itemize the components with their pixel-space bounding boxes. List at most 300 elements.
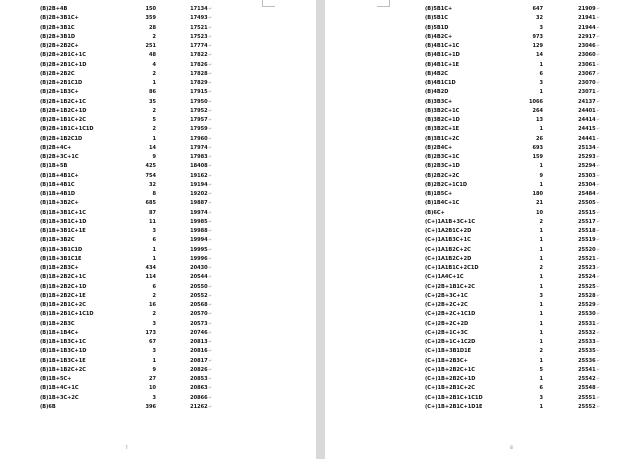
table-row: [325, 181, 641, 190]
row-count: 359: [145, 15, 156, 22]
row-count: 1: [539, 126, 543, 133]
row-label: (B)2B+1B1C+2C: [40, 117, 86, 123]
row-label: (B)1B+4B1D: [40, 191, 76, 197]
table-row: [0, 125, 316, 134]
table-row: [325, 255, 641, 264]
data-table-left: [0, 5, 316, 412]
row-label: (B)2B+2B1C1D: [40, 80, 83, 86]
row-cumulative: 24414 ↵: [560, 116, 600, 125]
row-count: 2: [152, 107, 156, 114]
row-cumulative: 20813 ↵: [172, 338, 212, 347]
row-cumulative: 19162 ↵: [172, 172, 212, 181]
row-cumulative: 25541 ↵: [560, 366, 600, 375]
table-row: [325, 394, 641, 403]
row-cumulative: 25515 ↵: [560, 209, 600, 218]
row-count: 1: [152, 135, 156, 142]
row-count: 3: [152, 348, 156, 355]
table-row: [325, 24, 641, 33]
row-cumulative: 25294 ↵: [560, 162, 600, 171]
table-row: [0, 33, 316, 42]
row-label: (B)4B2C: [425, 70, 448, 77]
row-label: (B)5B1C+: [425, 6, 453, 12]
table-row: [0, 394, 316, 403]
row-label: (B)5B1C: [425, 15, 448, 22]
table-row: [325, 227, 641, 236]
table-row: [325, 366, 641, 375]
row-count: 16: [148, 302, 156, 308]
row-cumulative: 17828 ↵: [172, 70, 212, 79]
table-row: [0, 14, 316, 23]
row-count: 973: [532, 33, 543, 40]
row-label: (B)2B+2B1C+1C: [40, 52, 86, 59]
table-row: [325, 199, 641, 208]
row-count: 6: [152, 237, 156, 244]
row-count: 14: [148, 144, 156, 151]
row-label: (B)1B5C+: [425, 191, 453, 197]
table-row: [0, 329, 316, 338]
row-cumulative: 17915 ↵: [172, 88, 212, 97]
row-count: 35: [148, 98, 156, 105]
table-row: [325, 107, 641, 116]
row-count: 48: [148, 52, 156, 59]
row-cumulative: 19995 ↵: [172, 246, 212, 255]
table-row: [0, 366, 316, 375]
row-cumulative: 21944 ↵: [560, 24, 600, 33]
row-count: 1: [539, 61, 543, 68]
row-label: (B)1B+2B1C+1C1D: [40, 311, 94, 318]
row-label: (B)2B+1B2C+1D: [40, 107, 87, 114]
row-label: (C+)1A2B1C+2D: [425, 228, 472, 234]
row-count: 1: [539, 274, 543, 281]
table-row: [325, 375, 641, 384]
row-cumulative: 20817 ↵: [172, 357, 212, 366]
table-row: [0, 283, 316, 292]
row-count: 67: [148, 339, 156, 345]
table-row: [325, 98, 641, 107]
row-count: 3: [152, 394, 156, 401]
table-row: [325, 338, 641, 347]
row-cumulative: 20746 ↵: [172, 329, 212, 338]
row-label: (B)2B+1B3C+: [40, 89, 79, 96]
row-count: 2: [539, 218, 543, 225]
row-label: (C+)1A1B3C+1C: [425, 237, 471, 244]
row-cumulative: 25542 ↵: [560, 375, 600, 384]
row-label: (C+)2B+2C+2C: [425, 302, 468, 308]
row-label: (B)4B1C1D: [425, 80, 456, 86]
table-row: [325, 403, 641, 412]
document-page-left: [0, 0, 316, 459]
row-count: 9: [539, 172, 543, 179]
row-count: 2: [152, 292, 156, 299]
row-label: (B)1B+3B2C: [40, 237, 75, 244]
row-count: 28: [148, 24, 156, 31]
row-count: 434: [145, 265, 156, 271]
row-label: (C+)1B+2B3C+: [425, 357, 468, 364]
row-cumulative: 20853 ↵: [172, 375, 212, 384]
row-label: (B)1B+3B1C+1C: [40, 209, 86, 216]
row-cumulative: 19988 ↵: [172, 227, 212, 236]
row-count: 26: [535, 135, 543, 142]
row-count: 1: [539, 311, 543, 318]
row-label: (B)2B3C+1D: [425, 163, 460, 170]
row-count: 4: [152, 61, 156, 68]
row-count: 1: [539, 228, 543, 234]
row-count: 6: [152, 283, 156, 290]
table-row: [0, 144, 316, 153]
row-cumulative: 23060 ↵: [560, 51, 600, 60]
row-cumulative: 25551 ↵: [560, 394, 600, 403]
row-label: (C+)1A1B2C+2D: [425, 255, 472, 262]
row-label: (B)6B: [40, 403, 56, 410]
row-count: 1: [539, 163, 543, 170]
row-cumulative: 25519 ↵: [560, 236, 600, 245]
data-table-right: [325, 5, 641, 412]
row-label: (B)4B1C+1C: [425, 43, 460, 49]
table-row: [325, 246, 641, 255]
row-cumulative: 21262 ↵: [172, 403, 212, 412]
row-label: (B)1B+3B1C1E: [40, 255, 82, 262]
row-count: 1: [152, 80, 156, 86]
row-cumulative: 17523 ↵: [172, 33, 212, 42]
row-cumulative: 25531 ↵: [560, 320, 600, 329]
row-cumulative: 25533 ↵: [560, 338, 600, 347]
table-row: [0, 310, 316, 319]
table-row: [0, 42, 316, 51]
row-label: (B)3B2C+1D: [425, 117, 460, 123]
row-label: (C+)1A1B1C+2C1D: [425, 265, 479, 271]
row-label: (C+)1A4C+1C: [425, 274, 464, 281]
row-cumulative: 20544 ↵: [172, 273, 212, 282]
row-label: (B)3B3C+: [425, 98, 453, 105]
row-cumulative: 25530 ↵: [560, 310, 600, 319]
page-number: 8: [510, 446, 513, 451]
row-cumulative: 20816 ↵: [172, 347, 212, 356]
row-label: (B)1B+4B1C+: [40, 172, 79, 179]
row-label: (C+)1B+2B1C+2C: [425, 385, 476, 392]
table-row: [0, 273, 316, 282]
row-cumulative: 17774 ↵: [172, 42, 212, 51]
table-row: [325, 153, 641, 162]
page-number: 7: [125, 446, 128, 451]
row-cumulative: 25524 ↵: [560, 273, 600, 282]
table-row: [325, 61, 641, 70]
row-cumulative: 25532 ↵: [560, 329, 600, 338]
row-count: 2: [539, 265, 543, 271]
table-row: [325, 88, 641, 97]
table-row: [325, 14, 641, 23]
table-row: [0, 347, 316, 356]
row-label: (B)2B+2B2C+: [40, 43, 79, 49]
row-cumulative: 25304 ↵: [560, 181, 600, 190]
table-row: [0, 264, 316, 273]
row-cumulative: 20430 ↵: [172, 264, 212, 273]
table-row: [0, 403, 316, 412]
row-count: 2: [539, 348, 543, 355]
row-label: (B)5B1D: [425, 24, 449, 31]
table-row: [0, 190, 316, 199]
row-label: (B)1B+2B1C+2C: [40, 302, 86, 308]
table-row: [325, 5, 641, 14]
row-count: 6: [539, 70, 543, 77]
table-row: [0, 384, 316, 393]
table-row: [0, 107, 316, 116]
row-cumulative: 20866 ↵: [172, 394, 212, 403]
row-cumulative: 19985 ↵: [172, 218, 212, 227]
table-row: [325, 116, 641, 125]
row-cumulative: 20863 ↵: [172, 384, 212, 393]
table-row: [325, 42, 641, 51]
row-cumulative: 20826 ↵: [172, 366, 212, 375]
row-cumulative: 17134 ↵: [172, 5, 212, 14]
row-cumulative: 20570 ↵: [172, 310, 212, 319]
table-row: [0, 227, 316, 236]
row-label: (C+)1A1B+3C+1C: [425, 218, 476, 225]
row-label: (B)1B+2B3C+: [40, 265, 79, 271]
row-cumulative: 19974 ↵: [172, 209, 212, 218]
row-cumulative: 18408 ↵: [172, 162, 212, 171]
table-row: [0, 135, 316, 144]
table-row: [0, 218, 316, 227]
row-cumulative: 25523 ↵: [560, 264, 600, 273]
row-cumulative: 17950 ↵: [172, 98, 212, 107]
row-cumulative: 17957 ↵: [172, 116, 212, 125]
row-count: 86: [148, 89, 156, 96]
table-row: [0, 153, 316, 162]
row-label: (C+)1A1B2C+2C: [425, 246, 471, 253]
table-row: [0, 357, 316, 366]
table-row: [325, 236, 641, 245]
row-count: 9: [152, 366, 156, 373]
row-label: (C+)2B+2C+1C1D: [425, 311, 476, 318]
row-cumulative: 24441 ↵: [560, 135, 600, 144]
row-count: 647: [532, 6, 543, 12]
table-row: [325, 347, 641, 356]
row-label: (B)3B1C+2C: [425, 135, 460, 142]
table-row: [325, 218, 641, 227]
row-label: (B)1B+1B3C+1D: [40, 348, 87, 355]
row-count: 1: [152, 246, 156, 253]
row-cumulative: 19996 ↵: [172, 255, 212, 264]
row-count: 3: [152, 320, 156, 327]
document-page-right: [325, 0, 641, 459]
table-row: [0, 88, 316, 97]
row-count: 1: [539, 237, 543, 244]
row-cumulative: 25505 ↵: [560, 199, 600, 208]
row-count: 1: [539, 255, 543, 262]
row-count: 9: [152, 154, 156, 160]
table-row: [325, 301, 641, 310]
table-row: [0, 51, 316, 60]
row-count: 1: [539, 320, 543, 327]
row-cumulative: 19994 ↵: [172, 236, 212, 245]
row-count: 32: [148, 181, 156, 188]
table-row: [0, 5, 316, 14]
row-count: 3: [152, 228, 156, 234]
row-count: 173: [145, 329, 156, 336]
row-cumulative: 24401 ↵: [560, 107, 600, 116]
row-cumulative: 20568 ↵: [172, 301, 212, 310]
row-label: (C+)2B+1C+1C2D: [425, 339, 476, 345]
table-row: [0, 292, 316, 301]
row-cumulative: 17521 ↵: [172, 24, 212, 33]
row-label: (B)1B+1B4C+: [40, 329, 79, 336]
table-row: [0, 162, 316, 171]
row-label: (B)4B1C+1E: [425, 61, 460, 68]
table-row: [0, 255, 316, 264]
row-cumulative: 25528 ↵: [560, 292, 600, 301]
row-cumulative: 25521 ↵: [560, 255, 600, 264]
row-label: (B)4B1C+1D: [425, 52, 460, 59]
row-count: 3: [539, 80, 543, 86]
row-cumulative: 17960 ↵: [172, 135, 212, 144]
row-label: (C+)1B+2B1C+1C1D: [425, 394, 483, 401]
table-row: [325, 51, 641, 60]
row-label: (B)1B4C+1C: [425, 200, 460, 207]
row-label: (B)2B+4B: [40, 6, 68, 12]
table-row: [325, 70, 641, 79]
row-count: 1: [539, 89, 543, 96]
row-label: (B)1B+2B2C+1C: [40, 274, 86, 281]
row-label: (B)1B+5C+: [40, 376, 72, 382]
row-count: 1: [152, 255, 156, 262]
row-cumulative: 25303 ↵: [560, 172, 600, 181]
row-label: (B)1B+2B2C+1E: [40, 292, 86, 299]
row-cumulative: 22917 ↵: [560, 33, 600, 42]
table-row: [325, 190, 641, 199]
row-cumulative: 25529 ↵: [560, 301, 600, 310]
row-cumulative: 25552 ↵: [560, 403, 600, 412]
row-cumulative: 23071 ↵: [560, 88, 600, 97]
row-label: (B)2B+1B1C+1C1D: [40, 126, 94, 133]
table-row: [325, 357, 641, 366]
row-count: 27: [148, 376, 156, 382]
page-gutter: [316, 0, 325, 459]
row-label: (B)1B+2B3C: [40, 320, 75, 327]
row-label: (C+)2B+1B1C+2C: [425, 283, 476, 290]
table-row: [325, 135, 641, 144]
row-label: (B)1B+3B1C1D: [40, 246, 83, 253]
table-row: [0, 70, 316, 79]
row-cumulative: 25520 ↵: [560, 246, 600, 255]
table-row: [325, 33, 641, 42]
table-row: [0, 79, 316, 88]
row-count: 1: [539, 403, 543, 410]
row-label: (B)6C+: [425, 209, 445, 216]
table-row: [0, 301, 316, 310]
row-label: (B)2B+3C+1C: [40, 154, 79, 160]
row-count: 1: [539, 302, 543, 308]
row-label: (B)2B2C+2C: [425, 172, 460, 179]
row-count: 10: [535, 209, 543, 216]
table-row: [0, 209, 316, 218]
table-row: [325, 292, 641, 301]
row-count: 3: [539, 292, 543, 299]
row-count: 5: [539, 366, 543, 373]
row-count: 1: [152, 357, 156, 364]
row-cumulative: 21909 ↵: [560, 5, 600, 14]
row-cumulative: 19194 ↵: [172, 181, 212, 190]
table-row: [325, 125, 641, 134]
row-count: 3: [539, 24, 543, 31]
row-count: 5: [152, 117, 156, 123]
table-row: [325, 144, 641, 153]
row-cumulative: 20552 ↵: [172, 292, 212, 301]
row-label: (B)2B+2B1C+1D: [40, 61, 87, 68]
row-count: 1: [539, 283, 543, 290]
row-label: (C+)2B+2C+2D: [425, 320, 469, 327]
row-label: (C+)1B+2B2C+1C: [425, 366, 476, 373]
row-count: 1: [539, 246, 543, 253]
row-cumulative: 17822 ↵: [172, 51, 212, 60]
row-count: 150: [145, 6, 156, 12]
row-label: (B)1B+1B3C+1E: [40, 357, 86, 364]
row-label: (B)1B+4B1C: [40, 181, 75, 188]
row-label: (B)1B+3B1C+1E: [40, 228, 86, 234]
row-cumulative: 25134 ↵: [560, 144, 600, 153]
row-cumulative: 17952 ↵: [172, 107, 212, 116]
row-cumulative: 25525 ↵: [560, 283, 600, 292]
row-cumulative: 21941 ↵: [560, 14, 600, 23]
table-row: [325, 273, 641, 282]
row-count: 159: [532, 154, 543, 160]
table-row: [0, 375, 316, 384]
row-count: 129: [532, 43, 543, 49]
table-row: [325, 310, 641, 319]
row-count: 1: [539, 329, 543, 336]
row-label: (B)2B+2B2C: [40, 70, 75, 77]
table-row: [0, 172, 316, 181]
row-label: (C+)2B+3C+1C: [425, 292, 468, 299]
row-label: (B)2B2C+1C1D: [425, 181, 468, 188]
row-label: (B)1B+5B: [40, 163, 68, 170]
row-count: 1: [539, 376, 543, 382]
row-label: (C+)1B+2B2C+1D: [425, 376, 476, 382]
row-count: 21: [535, 200, 543, 207]
row-cumulative: 17829 ↵: [172, 79, 212, 88]
row-count: 425: [145, 163, 156, 170]
row-cumulative: 17983 ↵: [172, 153, 212, 162]
row-cumulative: 23061 ↵: [560, 61, 600, 70]
row-label: (B)2B4C+: [425, 144, 453, 151]
row-label: (B)1B+1B3C+1C: [40, 339, 86, 345]
row-label: (B)2B3C+1C: [425, 154, 460, 160]
table-row: [0, 320, 316, 329]
table-row: [325, 320, 641, 329]
row-count: 10: [148, 385, 156, 392]
row-cumulative: 17959 ↵: [172, 125, 212, 134]
row-cumulative: 25535 ↵: [560, 347, 600, 356]
table-row: [0, 24, 316, 33]
row-count: 8: [152, 191, 156, 197]
row-count: 2: [152, 311, 156, 318]
row-cumulative: 17493 ↵: [172, 14, 212, 23]
row-count: 114: [145, 274, 156, 281]
row-cumulative: 25484 ↵: [560, 190, 600, 199]
row-count: 251: [145, 43, 156, 49]
row-count: 11: [148, 218, 156, 225]
row-cumulative: 19887 ↵: [172, 199, 212, 208]
row-count: 1: [539, 357, 543, 364]
row-count: 2: [152, 126, 156, 133]
row-count: 1: [539, 339, 543, 345]
table-row: [0, 116, 316, 125]
row-label: (B)1B+3C+2C: [40, 394, 79, 401]
row-count: 180: [532, 191, 543, 197]
table-row: [325, 283, 641, 292]
row-cumulative: 20573 ↵: [172, 320, 212, 329]
row-cumulative: 24137 ↵: [560, 98, 600, 107]
table-row: [0, 338, 316, 347]
